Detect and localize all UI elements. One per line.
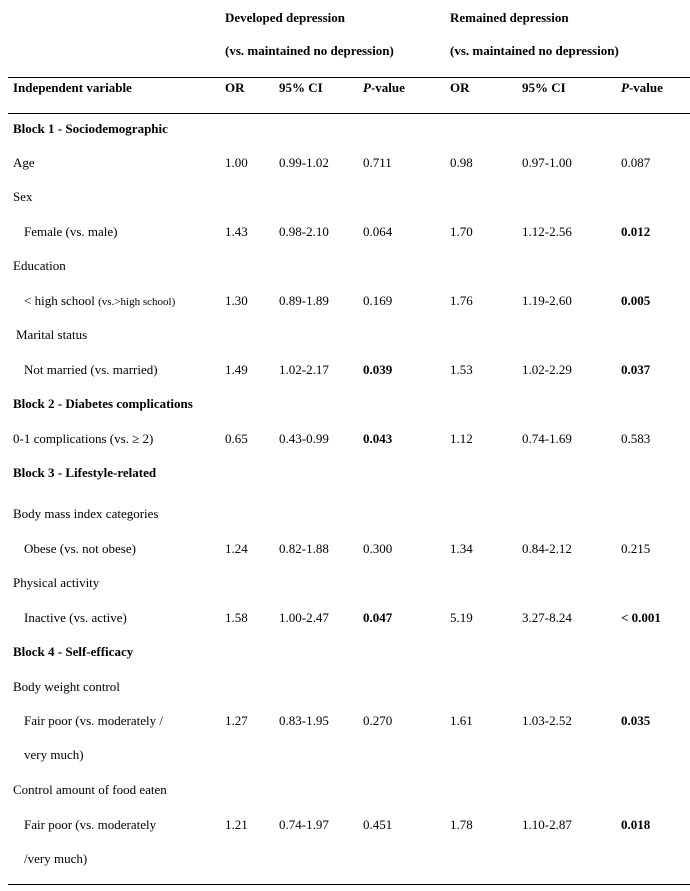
variable-heading: Control amount of food eaten bbox=[13, 782, 167, 797]
row-label: Inactive (vs. active) bbox=[24, 610, 127, 625]
variable-heading: Body mass index categories bbox=[13, 506, 159, 521]
row-label-continued: very much) bbox=[24, 747, 84, 762]
cell-ci-1: 1.02-2.17 bbox=[279, 362, 329, 377]
cell-or-2: 1.78 bbox=[450, 817, 473, 832]
cell-p-2: 0.215 bbox=[621, 541, 651, 556]
variable-heading: Physical activity bbox=[13, 575, 100, 590]
row-label-continued: /very much) bbox=[24, 851, 88, 866]
cell-ci-1: 0.99-1.02 bbox=[279, 155, 329, 170]
cell-or-2: 1.12 bbox=[450, 431, 473, 446]
block-heading: Block 2 - Diabetes complications bbox=[13, 396, 193, 411]
variable-heading: Marital status bbox=[16, 327, 88, 342]
cell-p-1: 0.169 bbox=[363, 293, 393, 308]
cell-or-2: 1.70 bbox=[450, 224, 473, 239]
cell-p-1: 0.270 bbox=[363, 713, 393, 728]
cell-or-1: 1.00 bbox=[225, 155, 248, 170]
variable-heading: Education bbox=[13, 258, 66, 273]
col-header-p-2: P-value bbox=[621, 80, 663, 95]
col-header-ci-2: 95% CI bbox=[522, 80, 566, 95]
variable-heading: Sex bbox=[13, 189, 33, 204]
row-label: Not married (vs. married) bbox=[24, 362, 158, 377]
cell-or-2: 1.76 bbox=[450, 293, 473, 308]
col-header-or-2: OR bbox=[450, 80, 470, 95]
variable-heading: Body weight control bbox=[13, 679, 120, 694]
row-label: < high school (vs.>high school) bbox=[24, 293, 176, 308]
col-header-p-1: P-value bbox=[363, 80, 405, 95]
cell-p-2: < 0.001 bbox=[621, 610, 661, 625]
cell-or-1: 1.24 bbox=[225, 541, 248, 556]
cell-ci-2: 1.03-2.52 bbox=[522, 713, 572, 728]
col-header-ci-1: 95% CI bbox=[279, 80, 323, 95]
cell-or-1: 1.43 bbox=[225, 224, 248, 239]
group2-title: Remained depression bbox=[450, 10, 569, 25]
row-label: Age bbox=[13, 155, 35, 170]
group1-title: Developed depression bbox=[225, 10, 346, 25]
cell-or-1: 1.49 bbox=[225, 362, 248, 377]
cell-ci-2: 1.12-2.56 bbox=[522, 224, 572, 239]
cell-ci-2: 1.19-2.60 bbox=[522, 293, 572, 308]
cell-p-2: 0.035 bbox=[621, 713, 651, 728]
cell-p-2: 0.087 bbox=[621, 155, 651, 170]
cell-ci-1: 0.82-1.88 bbox=[279, 541, 329, 556]
cell-ci-1: 0.89-1.89 bbox=[279, 293, 329, 308]
cell-p-2: 0.583 bbox=[621, 431, 651, 446]
cell-p-1: 0.039 bbox=[363, 362, 393, 377]
header-rule bbox=[8, 113, 690, 114]
cell-or-2: 1.61 bbox=[450, 713, 473, 728]
row-label: Female (vs. male) bbox=[24, 224, 118, 239]
block-heading: Block 4 - Self-efficacy bbox=[13, 644, 134, 659]
cell-or-2: 1.34 bbox=[450, 541, 473, 556]
row-label: Fair poor (vs. moderately / bbox=[24, 713, 163, 728]
cell-p-1: 0.451 bbox=[363, 817, 393, 832]
cell-or-1: 1.21 bbox=[225, 817, 248, 832]
cell-ci-2: 0.74-1.69 bbox=[522, 431, 572, 446]
cell-p-2: 0.037 bbox=[621, 362, 651, 377]
group1-subtitle: (vs. maintained no depression) bbox=[225, 43, 394, 58]
cell-p-1: 0.047 bbox=[363, 610, 393, 625]
cell-ci-2: 0.84-2.12 bbox=[522, 541, 572, 556]
row-label: Obese (vs. not obese) bbox=[24, 541, 136, 556]
cell-p-1: 0.064 bbox=[363, 224, 393, 239]
cell-or-1: 1.27 bbox=[225, 713, 248, 728]
cell-ci-2: 3.27-8.24 bbox=[522, 610, 572, 625]
cell-or-1: 1.30 bbox=[225, 293, 248, 308]
cell-ci-1: 0.43-0.99 bbox=[279, 431, 329, 446]
cell-ci-1: 0.98-2.10 bbox=[279, 224, 329, 239]
cell-ci-2: 0.97-1.00 bbox=[522, 155, 572, 170]
cell-p-2: 0.018 bbox=[621, 817, 651, 832]
cell-or-2: 1.53 bbox=[450, 362, 473, 377]
cell-ci-2: 1.10-2.87 bbox=[522, 817, 572, 832]
row-label: Fair poor (vs. moderately bbox=[24, 817, 157, 832]
cell-or-1: 0.65 bbox=[225, 431, 248, 446]
top-rule bbox=[8, 77, 690, 78]
cell-p-1: 0.300 bbox=[363, 541, 393, 556]
cell-p-1: 0.711 bbox=[363, 155, 392, 170]
cell-p-2: 0.005 bbox=[621, 293, 651, 308]
row-label: 0-1 complications (vs. ≥ 2) bbox=[13, 431, 154, 446]
col-header-or-1: OR bbox=[225, 80, 245, 95]
group2-subtitle: (vs. maintained no depression) bbox=[450, 43, 619, 58]
cell-ci-1: 1.00-2.47 bbox=[279, 610, 329, 625]
cell-or-2: 5.19 bbox=[450, 610, 473, 625]
col-header-variable: Independent variable bbox=[13, 80, 132, 95]
block-heading: Block 1 - Sociodemographic bbox=[13, 121, 168, 136]
cell-ci-1: 0.74-1.97 bbox=[279, 817, 329, 832]
cell-or-2: 0.98 bbox=[450, 155, 473, 170]
cell-p-1: 0.043 bbox=[363, 431, 393, 446]
cell-p-2: 0.012 bbox=[621, 224, 651, 239]
cell-ci-1: 0.83-1.95 bbox=[279, 713, 329, 728]
cell-or-1: 1.58 bbox=[225, 610, 248, 625]
block-heading: Block 3 - Lifestyle-related bbox=[13, 465, 157, 480]
cell-ci-2: 1.02-2.29 bbox=[522, 362, 572, 377]
bottom-rule bbox=[8, 884, 690, 885]
